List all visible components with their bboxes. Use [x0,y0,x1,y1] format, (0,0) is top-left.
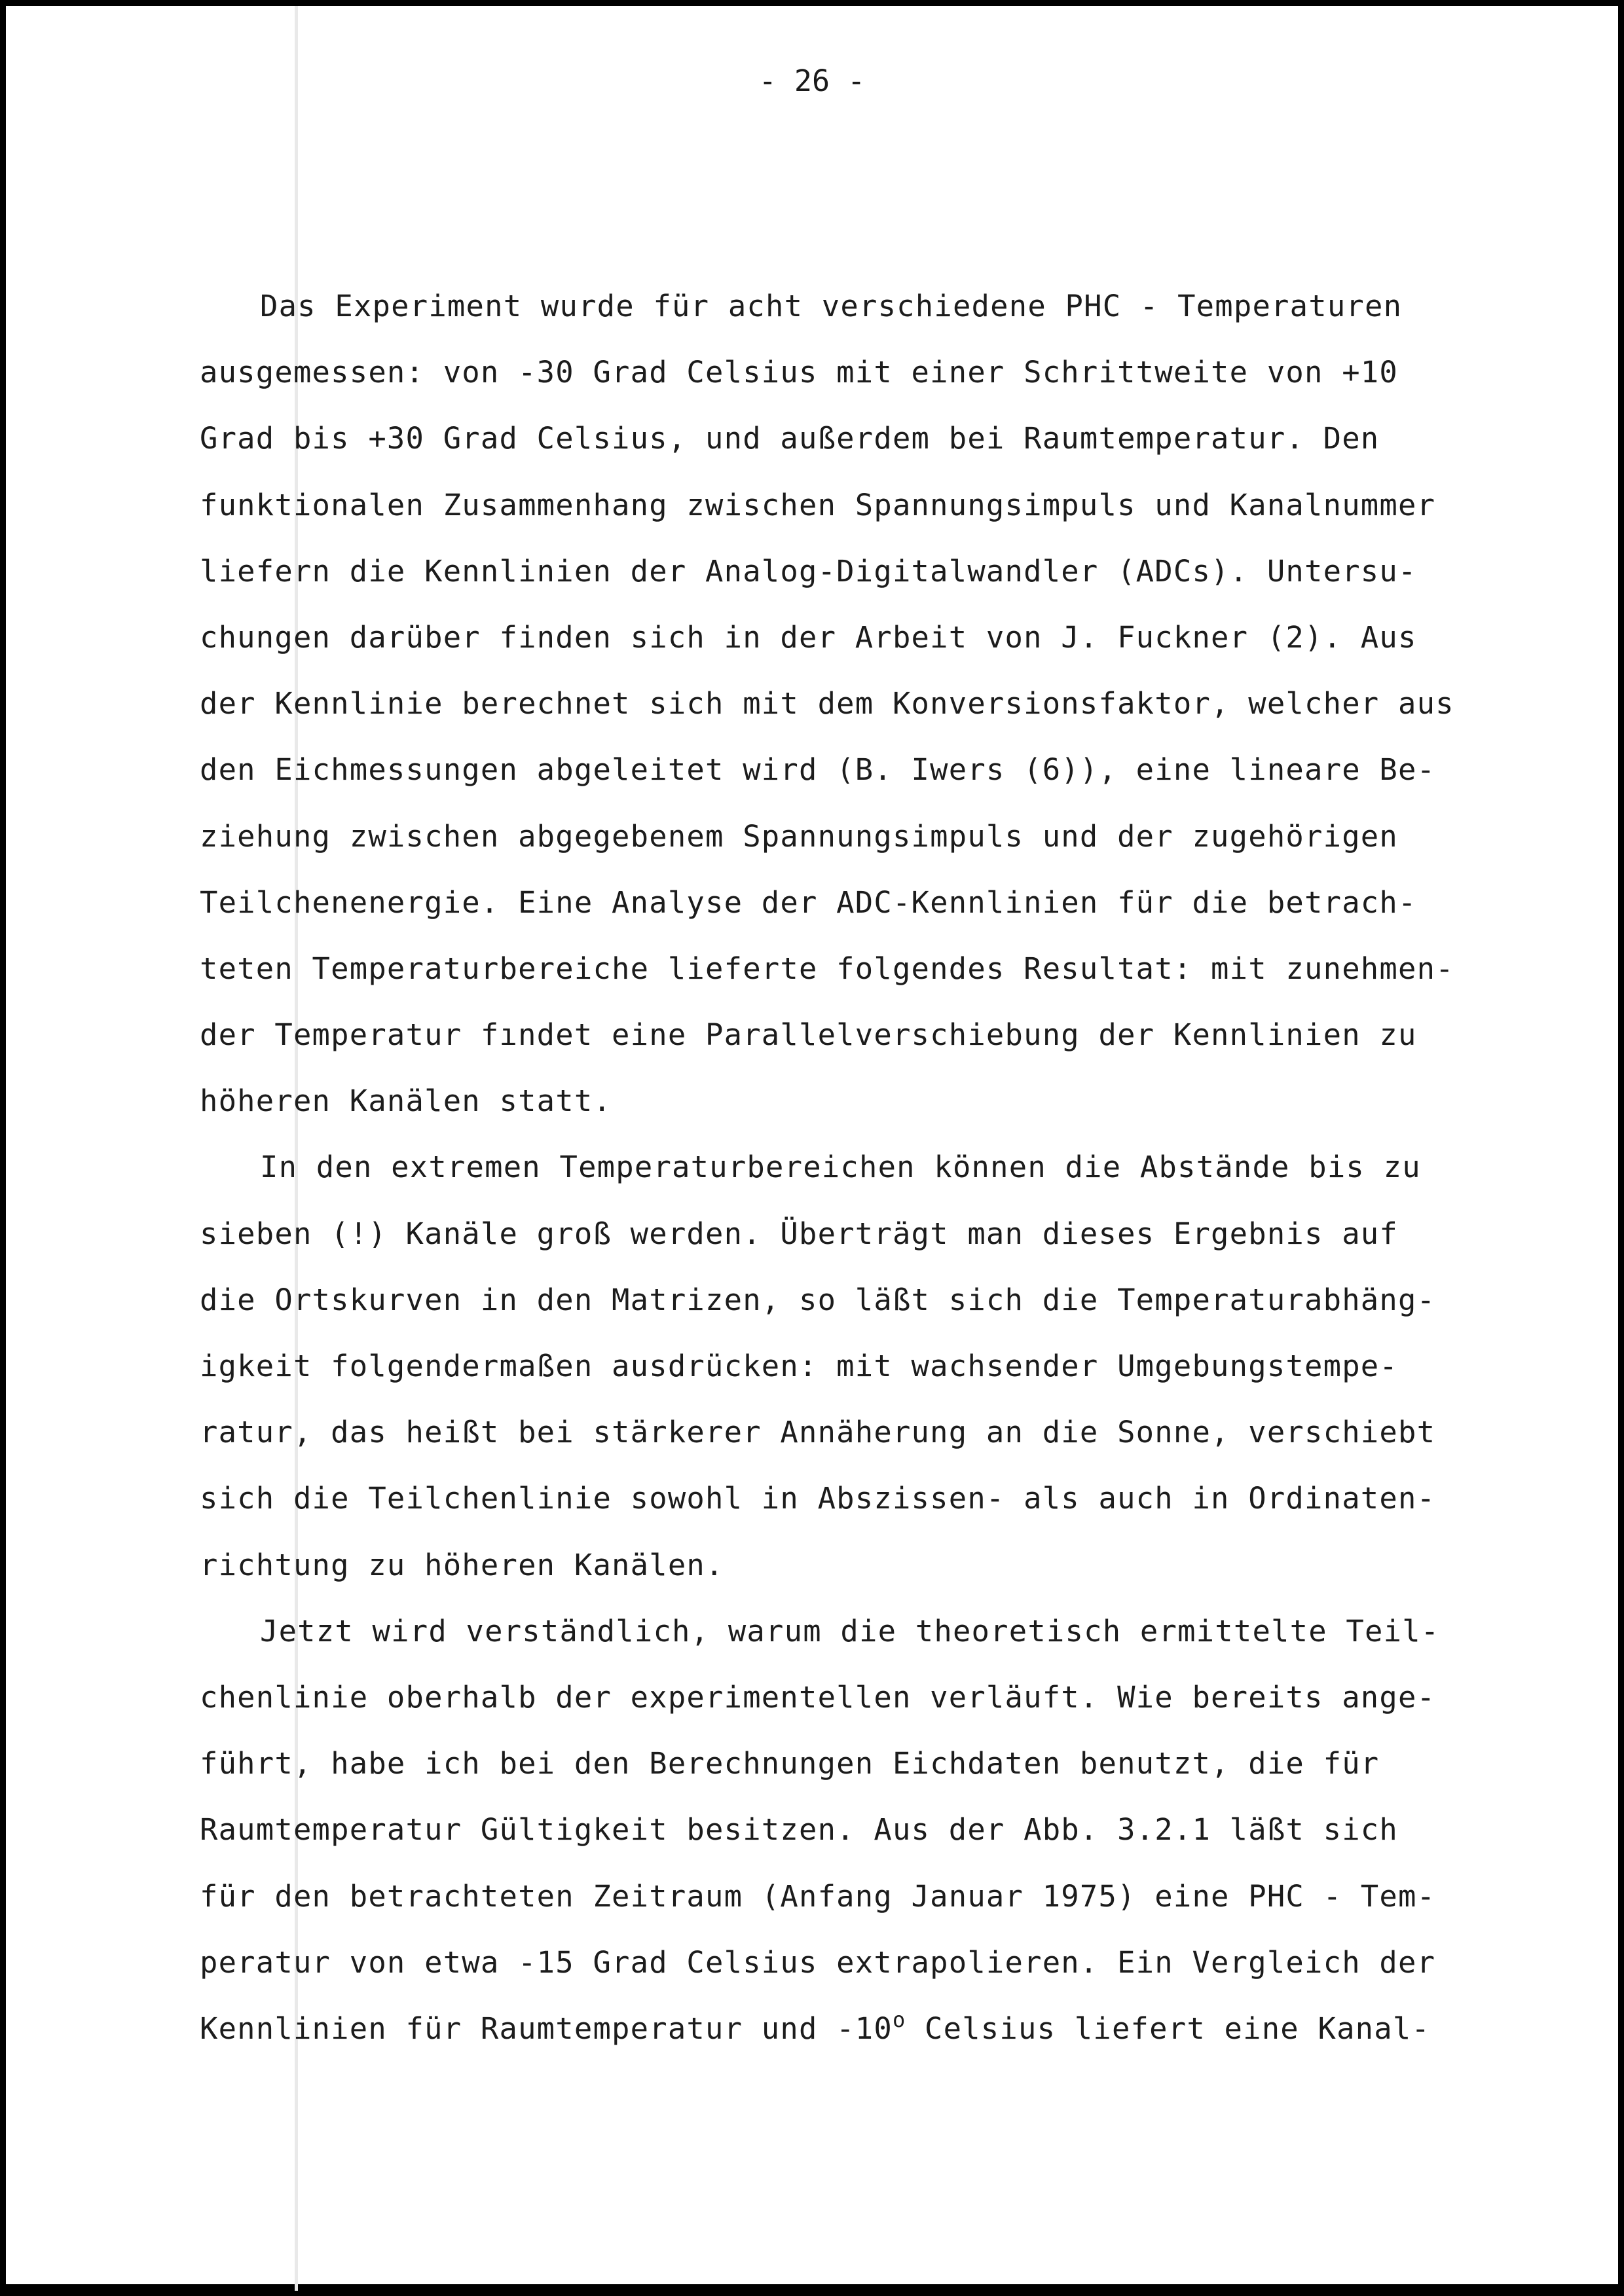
paragraph-1-line-1: Das Experiment wurde für acht verschiedene PHC - Temperaturen [260,289,1403,323]
paragraph-3-line-2: chenlinie oberhalb der experimentellen verläuft. Wie bereits ange- [200,1679,1436,1715]
paragraph-3-line-7 [200,1995,1581,2062]
paragraph-2-line-4: igkeit folgendermaßen ausdrücken: mit wachsender Umgebungstempe- [200,1349,1398,1383]
page-sheet [6,6,1618,2284]
body-text [200,273,1581,2062]
paragraph-3-line-6: peratur von etwa -15 Grad Celsius extrapolieren. Ein Vergleich der [200,1944,1436,1980]
paragraph-1-line-9: ziehung zwischen abgegebenem Spannungsimpuls und der zugehörigen [200,818,1398,854]
paragraph-3-line-4: Raumtemperatur Gültigkeit besitzen. Aus der Abb. 3.2.1 läßt sich [200,1812,1398,1848]
paragraph-1-line-10: Teilchenenergie. Eine Analyse der ADC-Kennlinien für die betrach- [200,884,1417,920]
paragraph-2-line-5: ratur, das heißt bei stärkerer Annäherung an die Sonne, verschiebt [200,1415,1436,1450]
paragraph-1-line-3: Grad bis +30 Grad Celsius, und außerdem bei Raumtemperatur. Den [200,421,1380,456]
paragraph-3-line-1: Jetzt wird verständlich, warum die theoretisch ermittelte Teil- [260,1613,1440,1649]
paragraph-2-line-1: In den extremen Temperaturbereichen können die Abstände bis zu [260,1150,1421,1185]
paragraph-1-line-12: der Temperatur fındet eine Parallelverschiebung der Kennlinien zu [200,1017,1417,1053]
page-number: - 26 - [758,64,866,98]
paragraph-2-line-3: die Ortskurven in den Matrizen, so läßt sich die Temperaturabhäng- [200,1282,1436,1317]
degree-superscript: o [892,2007,906,2032]
paragraph-3-line-7-text: Kennlinien für Raumtemperatur und -10 [200,2011,893,2046]
paragraph-1-line-13: höheren Kanälen statt. [200,1084,612,1119]
paragraph-1-line-4: funktionalen Zusammenhang zwischen Spannungsimpuls und Kanalnummer [200,487,1436,522]
paragraph-2-line-6: sich die Teilchenlinie sowohl in Abszissen- als auch in Ordinaten- [200,1481,1436,1516]
paragraph-1-line-8: den Eichmessungen abgeleitet wird (B. Iwers (6)), eine lineare Be- [200,752,1436,788]
paragraph-1-line-5: liefern die Kennlinien der Analog-Digitalwandler (ADCs). Untersu- [200,553,1417,589]
paragraph-1-line-2: ausgemessen: von -30 Grad Celsius mit einer Schrittweite von +10 [200,355,1398,390]
paragraph-2-line-7: richtung zu höheren Kanälen. [200,1547,724,1582]
paragraph-1-line-11: teten Temperaturbereiche lieferte folgendes Resultat: mit zunehmen- [200,951,1454,986]
paragraph-3-line-3: führt, habe ich bei den Berechnungen Eichdaten benutzt, die für [200,1746,1380,1781]
paragraph-2-line-2: sieben (!) Kanäle groß werden. Überträgt man dieses Ergebnis auf [200,1216,1398,1251]
paragraph-1-line-6: chungen darüber finden sich in der Arbeit von J. Fuckner (2). Aus [200,619,1417,655]
paragraph-3-line-7-rest: Celsius liefert eine Kanal- [906,2011,1431,2046]
paragraph-3-line-5: für den betrachteten Zeitraum (Anfang Januar 1975) eine PHC - Tem- [200,1878,1436,1914]
paragraph-1-line-7: der Kennlinie berechnet sich mit dem Konversionsfaktor, welcher aus [200,686,1454,721]
